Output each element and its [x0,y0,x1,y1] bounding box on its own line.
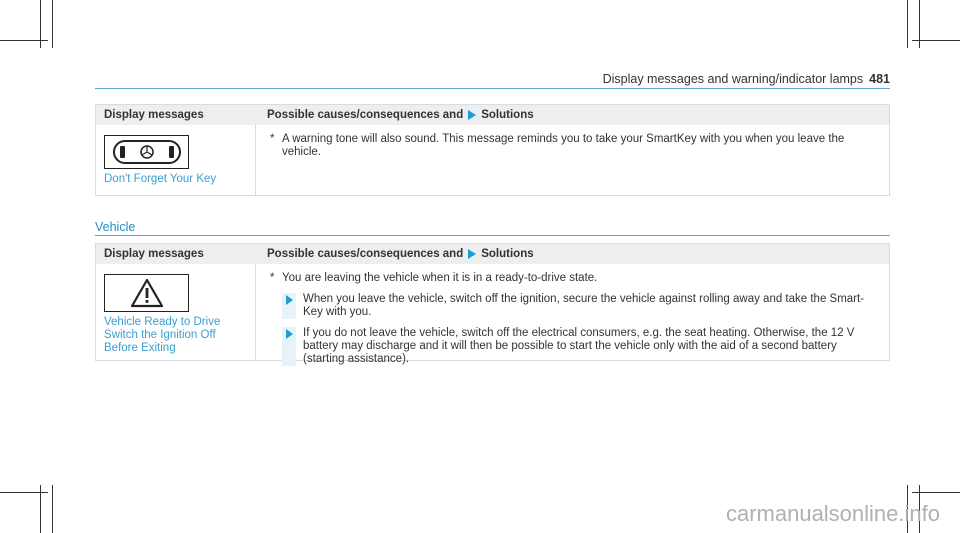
message-cell [96,125,256,195]
arrow-icon [286,329,293,339]
crop-mark [907,0,908,48]
messages-table-vehicle [95,243,890,365]
list-item [282,327,889,366]
crop-mark [0,492,48,493]
col-header-causes: Possible causes/consequences and Solutions [267,248,534,260]
section-rule [95,235,890,236]
note: * You are leaving the vehicle when it is in a ready-to-drive state. [270,272,598,284]
table-header [96,105,889,125]
crop-mark [52,0,53,48]
step-bar [282,327,296,366]
note-text: You are leaving the vehicle when it is in a ready-to-drive state. [282,272,598,284]
list-item-text: If you do not leave the vehicle, switch off the electrical consumers, e.g. the seat heating. Otherwise, the 12 V battery may discharge and it will then be possible to start the vehicle only with the aid of a second battery (starting assistance). [303,327,855,365]
step-bar [282,293,296,319]
arrow-icon [468,110,476,120]
crop-mark [912,492,960,493]
messages-table-key [95,104,890,196]
col-header-messages: Display messages [104,248,204,260]
crop-mark [0,40,48,41]
message-cell [96,264,256,360]
causes-cell [256,125,889,195]
running-head [603,72,890,86]
table-row [96,125,889,195]
note: * A warning tone will also sound. This message reminds you to take your SmartKey with you when you leave the vehicle. [270,133,889,159]
smartkey-icon [104,135,189,169]
causes-cell [256,264,889,365]
running-head-title: Display messages and warning/indicator lamps [602,72,864,86]
crop-mark [912,40,960,41]
arrow-icon [286,295,293,305]
page-number: 481 [869,72,890,86]
table-row [96,264,889,365]
message-line[interactable]: Vehicle Ready to Drive [104,316,221,328]
watermark: carmanualsonline.info [725,501,940,526]
message-line[interactable]: Switch the Ignition Off [104,329,216,341]
list-item-text: When you leave the vehicle, switch off the ignition, secure the vehicle against rolling away and take the Smart-Key with you. [303,293,865,318]
col-header-causes: Possible causes/consequences and Solutions [267,109,534,121]
header-rule [95,88,890,89]
crop-mark [52,485,53,533]
message-line[interactable]: Before Exiting [104,342,176,354]
note-text: A warning tone will also sound. This message reminds you to take your SmartKey with you when you leave the vehicle. [282,133,845,158]
message-text[interactable]: Don't Forget Your Key [104,173,217,185]
list-item [282,293,889,319]
warning-triangle-icon [104,274,189,312]
table-header [96,244,889,264]
arrow-icon [468,249,476,259]
section-title: Vehicle [95,220,136,234]
col-header-messages: Display messages [104,109,204,121]
